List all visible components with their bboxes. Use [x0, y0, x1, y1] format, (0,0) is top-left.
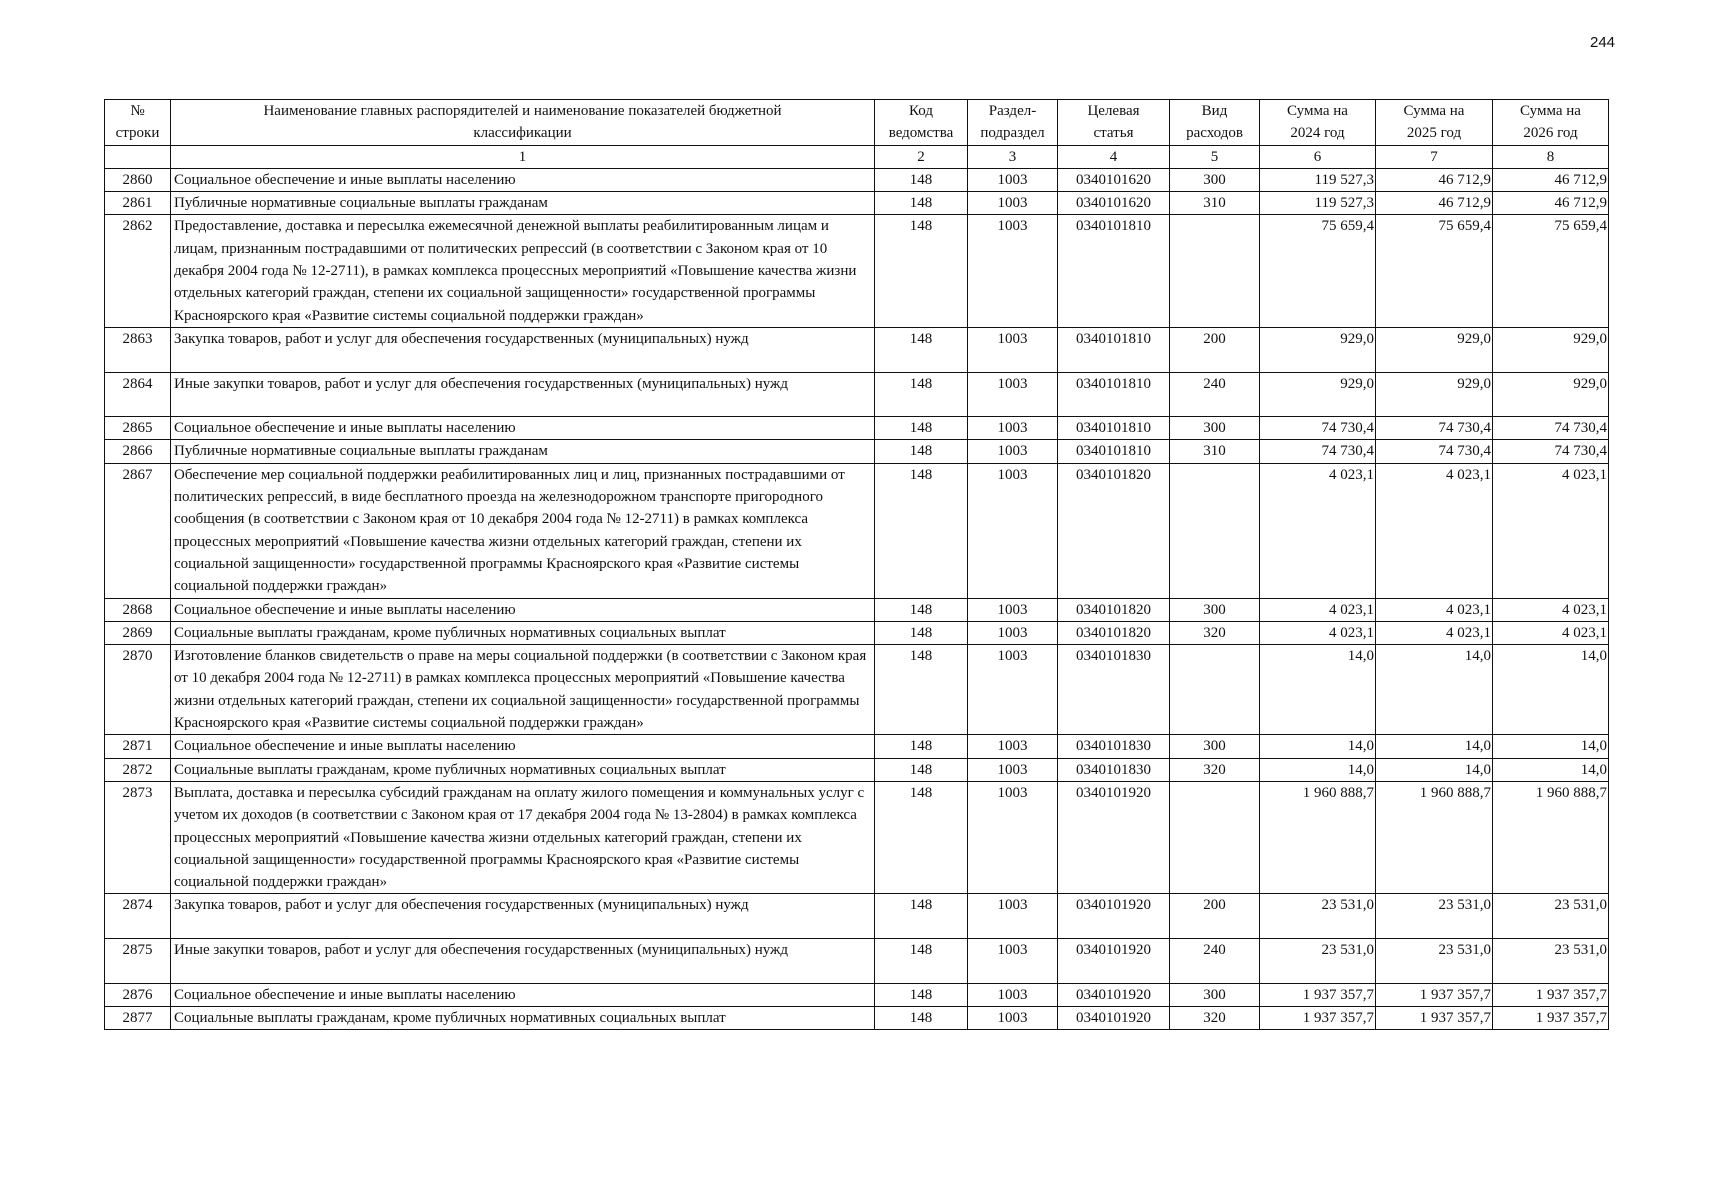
sum-2026: 14,0 [1493, 758, 1609, 781]
sum-2025: 4 023,1 [1376, 598, 1493, 621]
dept-code: 148 [875, 440, 968, 463]
row-name: Социальное обеспечение и иные выплаты населению [171, 735, 875, 758]
target-article: 0340101820 [1058, 621, 1170, 644]
table-row [105, 215, 1609, 327]
sum-2026: 4 023,1 [1493, 621, 1609, 644]
dept-code: 148 [875, 621, 968, 644]
row-name: Социальное обеспечение и иные выплаты населению [171, 598, 875, 621]
expense-type [1170, 215, 1260, 327]
row-number: 2863 [105, 327, 171, 372]
target-article: 0340101920 [1058, 781, 1170, 893]
header-section: Раздел- подраздел [968, 100, 1058, 146]
dept-code: 148 [875, 781, 968, 893]
table-row [105, 168, 1609, 191]
row-name: Закупка товаров, работ и услуг для обеспечения государственных (муниципальных) нужд [171, 894, 875, 939]
row-number: 2871 [105, 735, 171, 758]
column-number: 5 [1170, 145, 1260, 168]
sum-2025: 74 730,4 [1376, 417, 1493, 440]
sum-2025: 23 531,0 [1376, 894, 1493, 939]
sum-2025: 46 712,9 [1376, 168, 1493, 191]
section-code: 1003 [968, 417, 1058, 440]
sum-2025: 14,0 [1376, 758, 1493, 781]
sum-2025: 4 023,1 [1376, 621, 1493, 644]
expense-type: 240 [1170, 372, 1260, 417]
sum-2024: 74 730,4 [1260, 417, 1376, 440]
table-row [105, 440, 1609, 463]
section-code: 1003 [968, 938, 1058, 983]
section-code: 1003 [968, 894, 1058, 939]
row-name: Социальные выплаты гражданам, кроме публичных нормативных социальных выплат [171, 758, 875, 781]
section-code: 1003 [968, 598, 1058, 621]
table-row [105, 894, 1609, 939]
sum-2025: 46 712,9 [1376, 192, 1493, 215]
target-article: 0340101920 [1058, 983, 1170, 1006]
header-row-number: № строки [105, 100, 171, 146]
sum-2026: 75 659,4 [1493, 215, 1609, 327]
row-name: Обеспечение мер социальной поддержки реабилитированных лиц и лиц, признанных пострадавшими от политических репрессий, в виде бесплатного проезда на железнодорожном транспорте пригородного сообщения (в соответствии с Законом края от 10 декабря 2004 года № 12-2711) в рамках комплекса процессных мероприятий «Повышение качества жизни отдельных категорий граждан, степени их социальной защищенности» государственной программы Красноярского края «Развитие системы социальной поддержки граждан» [171, 463, 875, 598]
sum-2024: 4 023,1 [1260, 463, 1376, 598]
sum-2024: 14,0 [1260, 735, 1376, 758]
section-code: 1003 [968, 372, 1058, 417]
dept-code: 148 [875, 735, 968, 758]
expense-type: 300 [1170, 168, 1260, 191]
column-number: 3 [968, 145, 1058, 168]
sum-2024: 4 023,1 [1260, 621, 1376, 644]
section-code: 1003 [968, 735, 1058, 758]
sum-2026: 23 531,0 [1493, 894, 1609, 939]
table-row [105, 372, 1609, 417]
dept-code: 148 [875, 758, 968, 781]
sum-2024: 119 527,3 [1260, 168, 1376, 191]
dept-code: 148 [875, 372, 968, 417]
sum-2025: 929,0 [1376, 327, 1493, 372]
row-number: 2867 [105, 463, 171, 598]
expense-type: 310 [1170, 440, 1260, 463]
row-number: 2873 [105, 781, 171, 893]
target-article: 0340101820 [1058, 463, 1170, 598]
dept-code: 148 [875, 645, 968, 735]
target-article: 0340101810 [1058, 440, 1170, 463]
table-row [105, 781, 1609, 893]
target-article: 0340101820 [1058, 598, 1170, 621]
header-sum-2026: Сумма на 2026 год [1493, 100, 1609, 146]
table-row [105, 192, 1609, 215]
expense-type: 200 [1170, 327, 1260, 372]
section-code: 1003 [968, 983, 1058, 1006]
sum-2025: 75 659,4 [1376, 215, 1493, 327]
sum-2024: 1 937 357,7 [1260, 1006, 1376, 1029]
target-article: 0340101920 [1058, 938, 1170, 983]
row-name: Выплата, доставка и пересылка субсидий гражданам на оплату жилого помещения и коммунальных услуг с учетом их доходов (в соответствии с Законом края от 17 декабря 2004 года № 13-2804) в рамках комплекса процессных мероприятий «Повышение качества жизни отдельных категорий граждан, степени их социальной защищенности» государственной программы Красноярского края «Развитие системы социальной поддержки граждан» [171, 781, 875, 893]
section-code: 1003 [968, 215, 1058, 327]
sum-2026: 4 023,1 [1493, 598, 1609, 621]
sum-2024: 74 730,4 [1260, 440, 1376, 463]
expense-type: 300 [1170, 598, 1260, 621]
row-number: 2860 [105, 168, 171, 191]
row-number: 2876 [105, 983, 171, 1006]
table-body [105, 168, 1609, 1029]
target-article: 0340101620 [1058, 168, 1170, 191]
section-code: 1003 [968, 327, 1058, 372]
table-row [105, 463, 1609, 598]
sum-2026: 46 712,9 [1493, 168, 1609, 191]
sum-2026: 1 937 357,7 [1493, 983, 1609, 1006]
sum-2024: 23 531,0 [1260, 938, 1376, 983]
expense-type [1170, 781, 1260, 893]
row-name: Иные закупки товаров, работ и услуг для обеспечения государственных (муниципальных) нужд [171, 372, 875, 417]
sum-2026: 23 531,0 [1493, 938, 1609, 983]
expense-type: 240 [1170, 938, 1260, 983]
dept-code: 148 [875, 417, 968, 440]
expense-type: 310 [1170, 192, 1260, 215]
target-article: 0340101810 [1058, 327, 1170, 372]
sum-2025: 1 937 357,7 [1376, 1006, 1493, 1029]
section-code: 1003 [968, 645, 1058, 735]
table-row [105, 983, 1609, 1006]
dept-code: 148 [875, 894, 968, 939]
row-name: Публичные нормативные социальные выплаты гражданам [171, 440, 875, 463]
row-name: Иные закупки товаров, работ и услуг для обеспечения государственных (муниципальных) нужд [171, 938, 875, 983]
row-number: 2874 [105, 894, 171, 939]
expense-type [1170, 645, 1260, 735]
table-row [105, 598, 1609, 621]
table-row [105, 621, 1609, 644]
sum-2026: 929,0 [1493, 327, 1609, 372]
column-number: 4 [1058, 145, 1170, 168]
sum-2024: 1 937 357,7 [1260, 983, 1376, 1006]
sum-2024: 1 960 888,7 [1260, 781, 1376, 893]
header-sum-2025: Сумма на 2025 год [1376, 100, 1493, 146]
row-name: Социальное обеспечение и иные выплаты населению [171, 983, 875, 1006]
section-code: 1003 [968, 621, 1058, 644]
dept-code: 148 [875, 327, 968, 372]
table-row [105, 645, 1609, 735]
dept-code: 148 [875, 983, 968, 1006]
sum-2026: 929,0 [1493, 372, 1609, 417]
dept-code: 148 [875, 938, 968, 983]
row-name: Социальные выплаты гражданам, кроме публичных нормативных социальных выплат [171, 621, 875, 644]
dept-code: 148 [875, 215, 968, 327]
sum-2025: 4 023,1 [1376, 463, 1493, 598]
row-number: 2872 [105, 758, 171, 781]
budget-table [104, 99, 1609, 1030]
row-name: Изготовление бланков свидетельств о праве на меры социальной поддержки (в соответствии с Законом края от 10 декабря 2004 года № 12-2711) в рамках комплекса процессных мероприятий «Повышение качества жизни отдельных категорий граждан, степени их социальной защищенности» государственной программы Красноярского края «Развитие системы социальной поддержки граждан» [171, 645, 875, 735]
dept-code: 148 [875, 192, 968, 215]
table-row [105, 735, 1609, 758]
header-expense-type: Вид расходов [1170, 100, 1260, 146]
expense-type: 300 [1170, 983, 1260, 1006]
sum-2026: 14,0 [1493, 645, 1609, 735]
row-number: 2875 [105, 938, 171, 983]
row-number: 2868 [105, 598, 171, 621]
dept-code: 148 [875, 168, 968, 191]
sum-2024: 119 527,3 [1260, 192, 1376, 215]
target-article: 0340101810 [1058, 417, 1170, 440]
row-number: 2870 [105, 645, 171, 735]
row-number: 2864 [105, 372, 171, 417]
column-number: 1 [171, 145, 875, 168]
row-name: Закупка товаров, работ и услуг для обеспечения государственных (муниципальных) нужд [171, 327, 875, 372]
sum-2026: 74 730,4 [1493, 440, 1609, 463]
target-article: 0340101920 [1058, 1006, 1170, 1029]
sum-2024: 14,0 [1260, 758, 1376, 781]
row-number: 2861 [105, 192, 171, 215]
target-article: 0340101810 [1058, 215, 1170, 327]
table-row [105, 417, 1609, 440]
row-number: 2869 [105, 621, 171, 644]
column-number: 6 [1260, 145, 1376, 168]
row-number: 2866 [105, 440, 171, 463]
sum-2026: 1 960 888,7 [1493, 781, 1609, 893]
section-code: 1003 [968, 781, 1058, 893]
header-row [105, 100, 1609, 146]
sum-2024: 75 659,4 [1260, 215, 1376, 327]
sum-2025: 1 960 888,7 [1376, 781, 1493, 893]
sum-2025: 23 531,0 [1376, 938, 1493, 983]
row-name: Публичные нормативные социальные выплаты гражданам [171, 192, 875, 215]
section-code: 1003 [968, 440, 1058, 463]
table-header [105, 100, 1609, 169]
header-target-article: Целевая статья [1058, 100, 1170, 146]
header-name: Наименование главных распорядителей и наименование показателей бюджетной классификации [171, 100, 875, 146]
expense-type: 320 [1170, 621, 1260, 644]
table-row [105, 1006, 1609, 1029]
table-row [105, 758, 1609, 781]
target-article: 0340101830 [1058, 735, 1170, 758]
column-number: 7 [1376, 145, 1493, 168]
target-article: 0340101920 [1058, 894, 1170, 939]
section-code: 1003 [968, 758, 1058, 781]
sum-2024: 23 531,0 [1260, 894, 1376, 939]
dept-code: 148 [875, 598, 968, 621]
section-code: 1003 [968, 463, 1058, 598]
target-article: 0340101620 [1058, 192, 1170, 215]
sum-2025: 14,0 [1376, 645, 1493, 735]
expense-type: 320 [1170, 1006, 1260, 1029]
target-article: 0340101810 [1058, 372, 1170, 417]
dept-code: 148 [875, 463, 968, 598]
table-row [105, 327, 1609, 372]
target-article: 0340101830 [1058, 645, 1170, 735]
sum-2024: 929,0 [1260, 372, 1376, 417]
sum-2025: 74 730,4 [1376, 440, 1493, 463]
column-number: 2 [875, 145, 968, 168]
row-name: Предоставление, доставка и пересылка ежемесячной денежной выплаты реабилитированным лицам и лицам, признанным пострадавшими от политических репрессий (в соответствии с Законом края от 10 декабря 2004 года № 12-2711), в рамках комплекса процессных мероприятий «Повышение качества жизни отдельных категорий граждан, степени их социальной защищенности» государственной программы Красноярского края «Развитие системы социальной поддержки граждан» [171, 215, 875, 327]
target-article: 0340101830 [1058, 758, 1170, 781]
row-number: 2865 [105, 417, 171, 440]
column-number-blank [105, 145, 171, 168]
expense-type: 300 [1170, 735, 1260, 758]
sum-2026: 46 712,9 [1493, 192, 1609, 215]
header-sum-2024: Сумма на 2024 год [1260, 100, 1376, 146]
row-name: Социальное обеспечение и иные выплаты населению [171, 168, 875, 191]
sum-2026: 4 023,1 [1493, 463, 1609, 598]
sum-2026: 1 937 357,7 [1493, 1006, 1609, 1029]
sum-2025: 1 937 357,7 [1376, 983, 1493, 1006]
sum-2024: 4 023,1 [1260, 598, 1376, 621]
expense-type: 320 [1170, 758, 1260, 781]
header-dept-code: Код ведомства [875, 100, 968, 146]
page-number: 244 [1590, 34, 1616, 51]
row-name: Социальное обеспечение и иные выплаты населению [171, 417, 875, 440]
column-number-row [105, 145, 1609, 168]
dept-code: 148 [875, 1006, 968, 1029]
sum-2026: 74 730,4 [1493, 417, 1609, 440]
section-code: 1003 [968, 1006, 1058, 1029]
row-number: 2862 [105, 215, 171, 327]
expense-type [1170, 463, 1260, 598]
row-number: 2877 [105, 1006, 171, 1029]
expense-type: 200 [1170, 894, 1260, 939]
sum-2024: 14,0 [1260, 645, 1376, 735]
expense-type: 300 [1170, 417, 1260, 440]
section-code: 1003 [968, 168, 1058, 191]
sum-2025: 929,0 [1376, 372, 1493, 417]
table-row [105, 938, 1609, 983]
section-code: 1003 [968, 192, 1058, 215]
row-name: Социальные выплаты гражданам, кроме публичных нормативных социальных выплат [171, 1006, 875, 1029]
sum-2025: 14,0 [1376, 735, 1493, 758]
sum-2024: 929,0 [1260, 327, 1376, 372]
column-number: 8 [1493, 145, 1609, 168]
sum-2026: 14,0 [1493, 735, 1609, 758]
